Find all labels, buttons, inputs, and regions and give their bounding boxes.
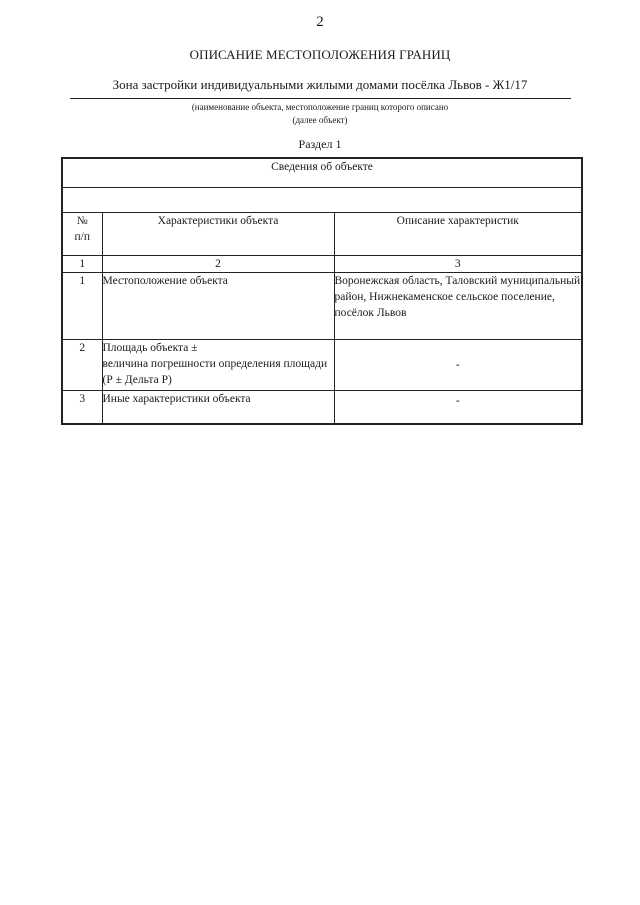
row-number: 3 (62, 391, 102, 425)
row-characteristic-line: величина погрешности определения площади (Р ± Дельта Р) (102, 358, 328, 386)
row-characteristic: Местоположение объекта (102, 273, 334, 340)
row-characteristic-line: Площадь объекта ± (102, 342, 198, 354)
row-characteristic: Иные характеристики объекта (102, 391, 334, 425)
row-description: - (334, 340, 582, 391)
table-header-row (62, 213, 582, 256)
section-title: Раздел 1 (298, 137, 342, 151)
header-number-abbrev: п/п (74, 231, 90, 243)
table-title-row (62, 158, 582, 188)
column-number: 1 (62, 256, 102, 273)
object-name: Зона застройки индивидуальными жилыми домами посёлка Львов - Ж1/17 (112, 77, 528, 92)
column-number: 3 (334, 256, 582, 273)
row-number: 1 (62, 273, 102, 340)
header-characteristic: Характеристики объекта (102, 213, 334, 256)
document-title: ОПИСАНИЕ МЕСТОПОЛОЖЕНИЯ ГРАНИЦ (189, 47, 451, 62)
table-column-number-row (62, 256, 582, 273)
row-description: Воронежская область, Таловский муниципальный район, Нижнекаменское сельское поселение, посёлок Львов (334, 273, 582, 340)
row-description: - (334, 391, 582, 425)
header-description: Описание характеристик (334, 213, 582, 256)
object-name-underline (70, 98, 571, 99)
header-number-sign: № (76, 215, 88, 227)
table-title: Сведения об объекте (62, 158, 582, 188)
table-row (62, 391, 582, 425)
object-name-note: (наименование объекта, местоположение границ которого описано (191, 102, 449, 112)
object-name-note-continued: (далее объект) (292, 115, 348, 125)
object-info-table (61, 157, 583, 425)
page-number: 2 (316, 14, 324, 30)
table-row (62, 340, 582, 391)
table-row (62, 273, 582, 340)
header-number (62, 213, 102, 256)
table-spacer-row (62, 188, 582, 213)
table-empty-cell (62, 188, 582, 213)
row-characteristic (102, 340, 334, 391)
row-number: 2 (62, 340, 102, 391)
column-number: 2 (102, 256, 334, 273)
